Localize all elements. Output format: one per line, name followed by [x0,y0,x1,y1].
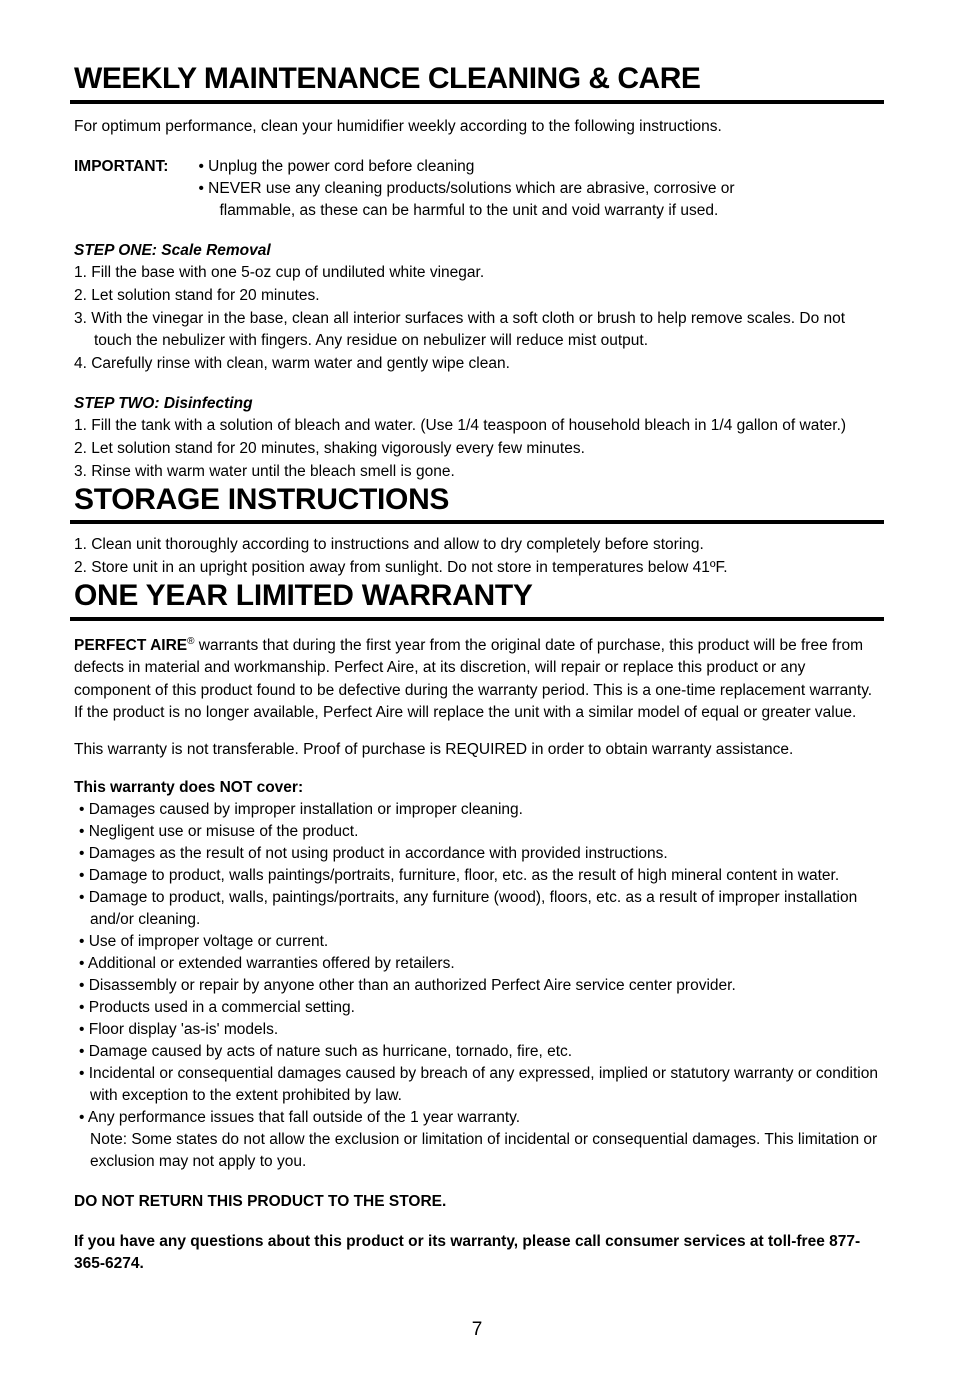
not-cover-heading: This warranty does NOT cover: [74,779,304,796]
warranty-paragraph-1 [74,635,884,725]
important-items [178,156,884,222]
list-item: 4. Carefully rinse with clean, warm water and gently wipe clean. [74,354,510,372]
list-item: • Damage to product, walls paintings/portraits, furniture, floor, etc. as the result of high mineral content in water. [79,867,840,884]
important-item-continuation: flammable, as these can be harmful to the unit and void warranty if used. [219,201,719,219]
important-item: • NEVER use any cleaning products/solutions which are abrasive, corrosive or [198,179,735,197]
section-title-weekly-maintenance: WEEKLY MAINTENANCE CLEANING & CARE [70,62,884,104]
list-item [74,1107,884,1173]
list-item: • Use of improper voltage or current. [79,933,329,950]
important-block [74,156,884,222]
not-cover-list [74,799,884,1173]
step-one-heading: STEP ONE: Scale Removal [74,241,271,259]
list-item: 1. Clean unit thoroughly according to instructions and allow to dry completely before storing. [74,536,704,553]
list-item-note: Note: Some states do not allow the exclusion or limitation of incidental or consequential damages. This limitation or exclusion may not apply to you. [90,1131,878,1170]
weekly-maintenance-intro: For optimum performance, clean your humidifier weekly according to the following instructions. [74,117,722,135]
step-two-heading: STEP TWO: Disinfecting [74,394,253,412]
warranty-paragraph-2: This warranty is not transferable. Proof of purchase is REQUIRED in order to obtain warranty assistance. [74,740,794,758]
list-item: • Damage to product, walls, paintings/portraits, any furniture (wood), floors, etc. as a result of improper installation and/or cleaning. [79,889,858,928]
list-item: • Damages as the result of not using product in accordance with provided instructions. [79,845,668,862]
list-item: 3. Rinse with warm water until the bleach smell is gone. [74,462,455,480]
list-item: • Negligent use or misuse of the product. [79,823,359,840]
list-item: • Damage caused by acts of nature such as hurricane, tornado, fire, etc. [79,1043,573,1060]
step-one-list [74,262,884,375]
warranty-paragraph-1-text: warrants that during the first year from the original date of purchase, this product will be free from defects in material and workmanship. Perfect Aire, at its discretion, will repair or replace this product or any component of this product found to be defective during the warranty period. This is a one-time replacement warranty. If the product is no longer available, Perfect Aire will replace the unit with a similar model of equal or greater value. [74,636,873,722]
page-number: 7 [471,1319,483,1340]
do-not-return-notice: DO NOT RETURN THIS PRODUCT TO THE STORE. [74,1193,447,1210]
list-item: • Additional or extended warranties offered by retailers. [79,955,455,972]
list-item: • Damages caused by improper installation or improper cleaning. [79,801,523,818]
storage-instructions-list [74,534,884,579]
list-item: 3. With the vinegar in the base, clean all interior surfaces with a soft cloth or brush to help remove scales. Do not touch the nebulizer with fingers. Any residue on nebulizer will reduce mist output. [74,309,846,349]
important-label: IMPORTANT: [74,157,169,175]
section-title-storage-instructions: STORAGE INSTRUCTIONS [70,483,884,525]
list-item: • Disassembly or repair by anyone other than an authorized Perfect Aire service center provider. [79,977,736,994]
important-item: • Unplug the power cord before cleaning [198,157,475,175]
list-item: 1. Fill the tank with a solution of bleach and water. (Use 1/4 teaspoon of household bleach in 1/4 gallon of water.) [74,416,847,434]
list-item: 2. Store unit in an upright position away from sunlight. Do not store in temperatures below 41ºF. [74,559,728,576]
brand-name: PERFECT AIRE [74,636,188,654]
list-item: 2. Let solution stand for 20 minutes, shaking vigorously every few minutes. [74,439,585,457]
step-two-list [74,415,884,483]
list-item-text: • Any performance issues that fall outside of the 1 year warranty. [79,1109,521,1126]
list-item: • Floor display 'as-is' models. [79,1021,279,1038]
list-item: • Products used in a commercial setting. [79,999,355,1016]
list-item: 2. Let solution stand for 20 minutes. [74,286,320,304]
section-title-one-year-limited-warranty: ONE YEAR LIMITED WARRANTY [70,579,884,621]
list-item: 1. Fill the base with one 5-oz cup of undiluted white vinegar. [74,263,485,281]
contact-notice: If you have any questions about this product or its warranty, please call consumer services at toll-free 877-365-6274. [74,1233,861,1272]
list-item: • Incidental or consequential damages caused by breach of any expressed, implied or statutory warranty or condition with exception to the extent prohibited by law. [79,1065,878,1104]
registered-trademark-icon: ® [187,635,195,647]
